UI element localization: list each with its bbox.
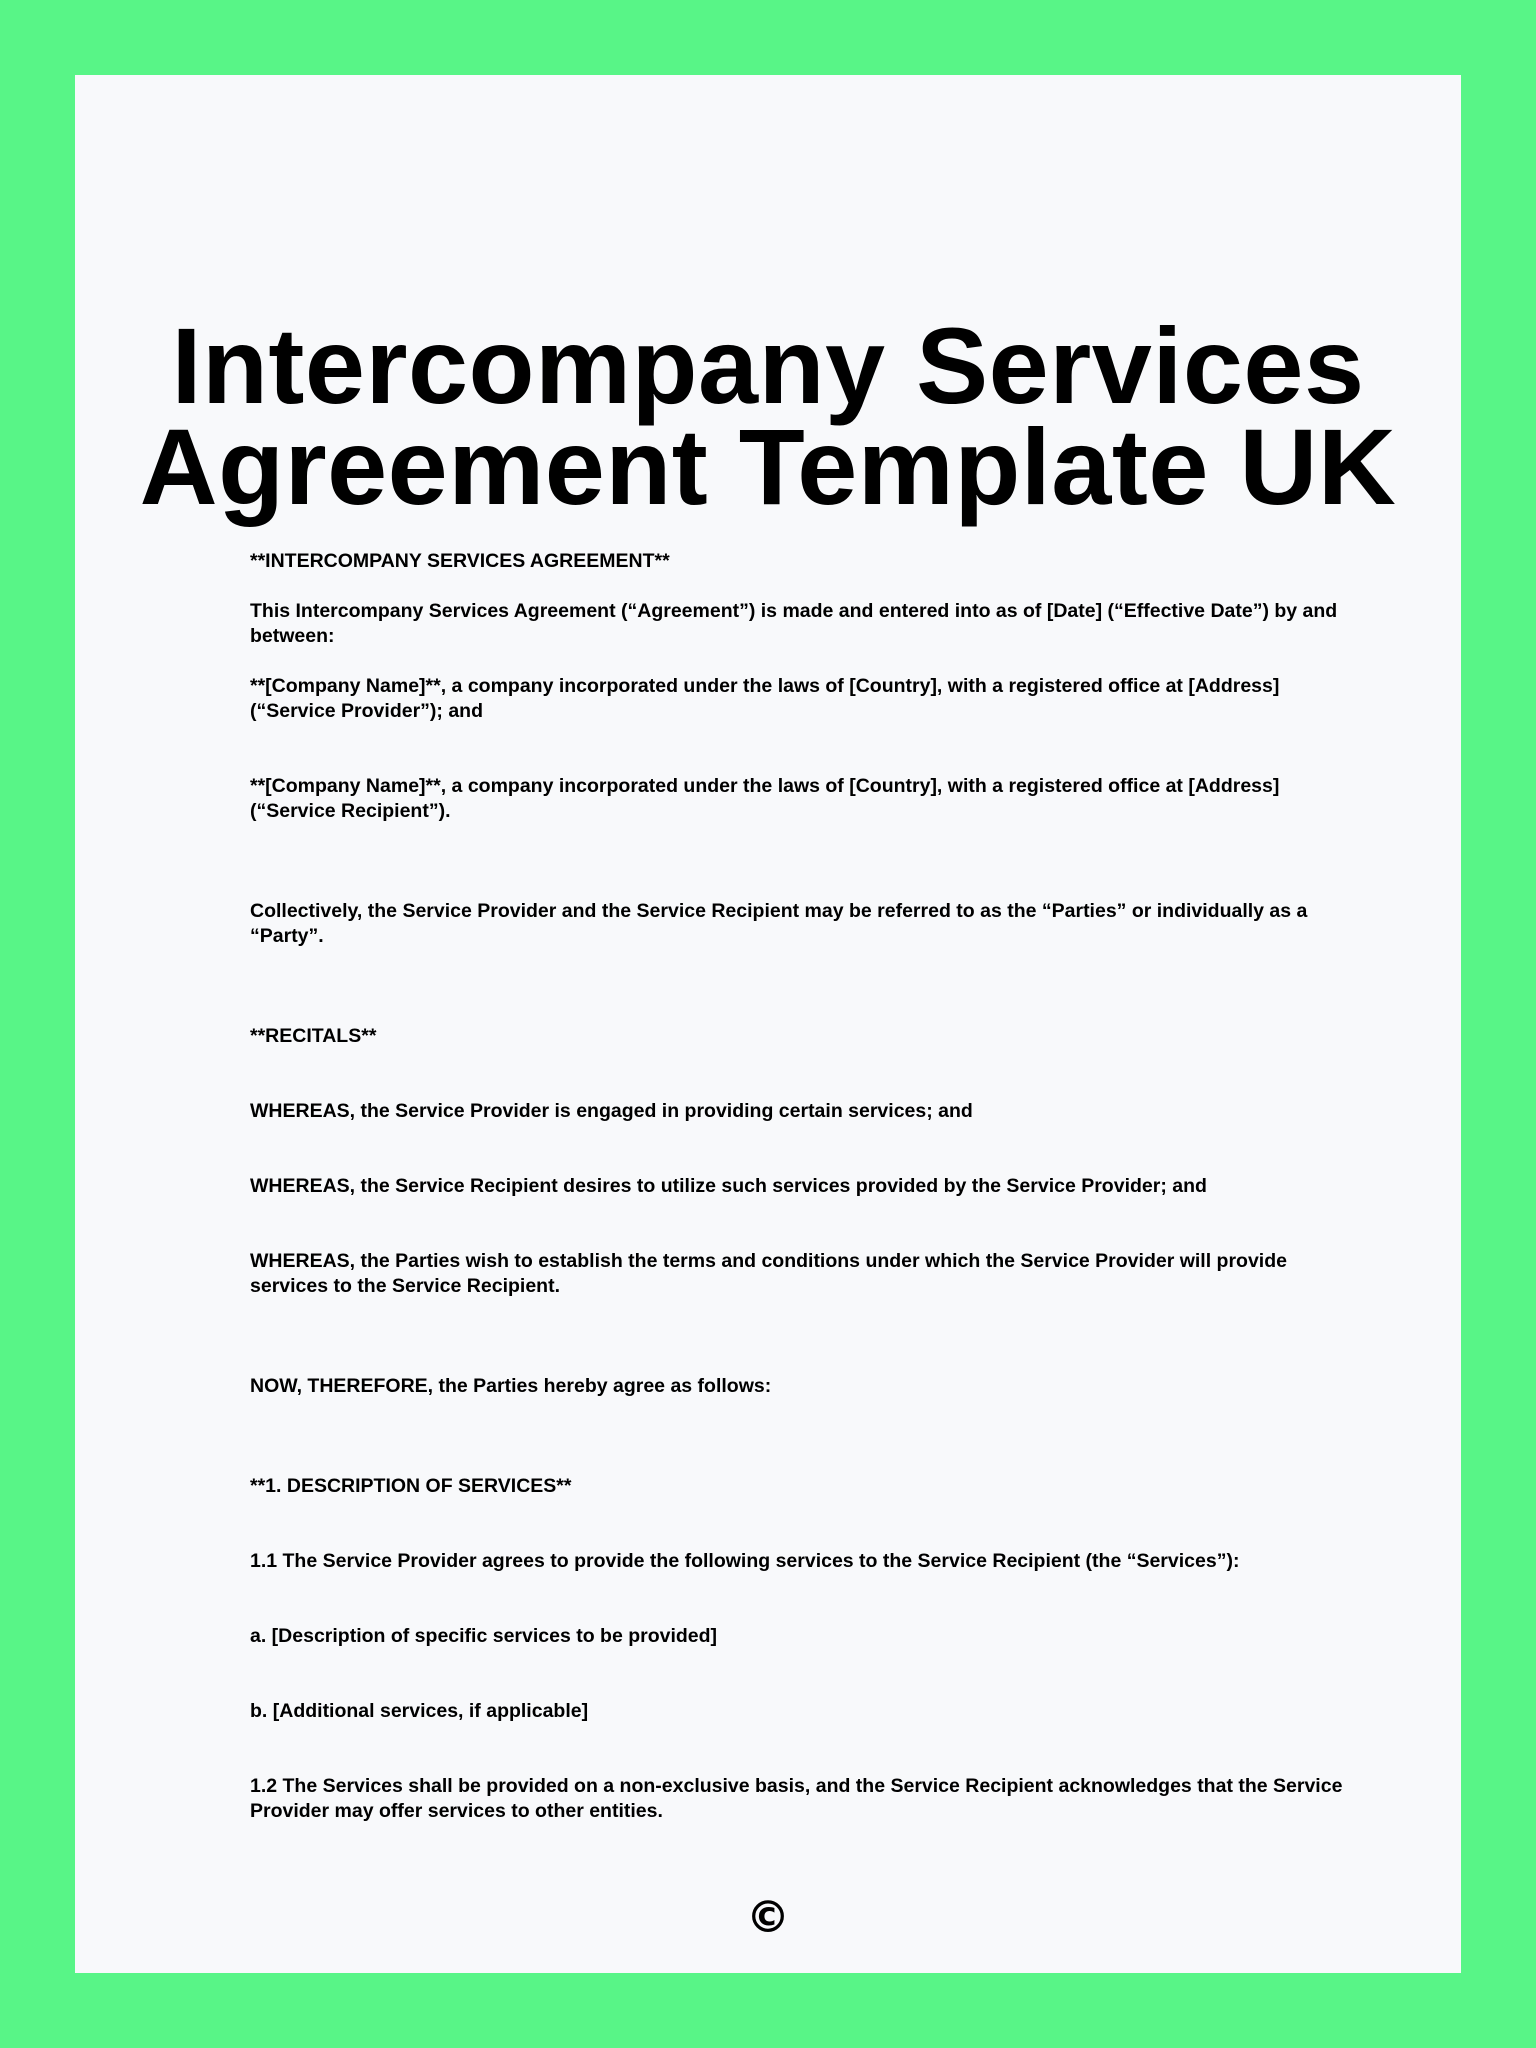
clause-1-2: 1.2 The Services shall be provided on a non-exclusive basis, and the Service Recipient acknowledges that the Service Provider may offer services to other entities.	[250, 1775, 1343, 1822]
clause-1-1-a: a. [Description of specific services to be provided]	[250, 1625, 718, 1647]
clause-1-1: 1.1 The Service Provider agrees to provide the following services to the Service Recipient (the “Services”):	[250, 1550, 1240, 1572]
recital-3: WHEREAS, the Parties wish to establish the terms and conditions under which the Service Provider will provide services to the Service Recipient.	[250, 1250, 1287, 1297]
section-1-heading: **1. DESCRIPTION OF SERVICES**	[250, 1475, 572, 1497]
copyright-icon: ©	[746, 1892, 790, 1943]
clause-1-1-b: b. [Additional services, if applicable]	[250, 1700, 589, 1722]
party-service-recipient: **[Company Name]**, a company incorporated under the laws of [Country], with a registered office at [Address] (“Service Recipient”).	[250, 775, 1280, 822]
recital-1: WHEREAS, the Service Provider is engaged in providing certain services; and	[250, 1100, 973, 1122]
agreement-clause: NOW, THEREFORE, the Parties hereby agree as follows:	[250, 1375, 772, 1397]
intro-paragraph: This Intercompany Services Agreement (“Agreement”) is made and entered into as of [Date] (“Effective Date”) by and between:	[250, 600, 1338, 647]
title-line-2: Agreement Template UK	[139, 406, 1397, 527]
recitals-heading: **RECITALS**	[250, 1025, 377, 1047]
document-page	[75, 75, 1461, 1973]
recital-2: WHEREAS, the Service Recipient desires to utilize such services provided by the Service Provider; and	[250, 1175, 1207, 1197]
parties-definition: Collectively, the Service Provider and the Service Recipient may be referred to as the “Parties” or individually as a “Party”.	[250, 900, 1308, 947]
party-service-provider: **[Company Name]**, a company incorporated under the laws of [Country], with a registered office at [Address] (“Service Provider”); and	[250, 675, 1280, 722]
agreement-heading: **INTERCOMPANY SERVICES AGREEMENT**	[250, 550, 670, 572]
title-line-1: Intercompany Services	[171, 305, 1365, 426]
page-title	[75, 305, 1461, 527]
